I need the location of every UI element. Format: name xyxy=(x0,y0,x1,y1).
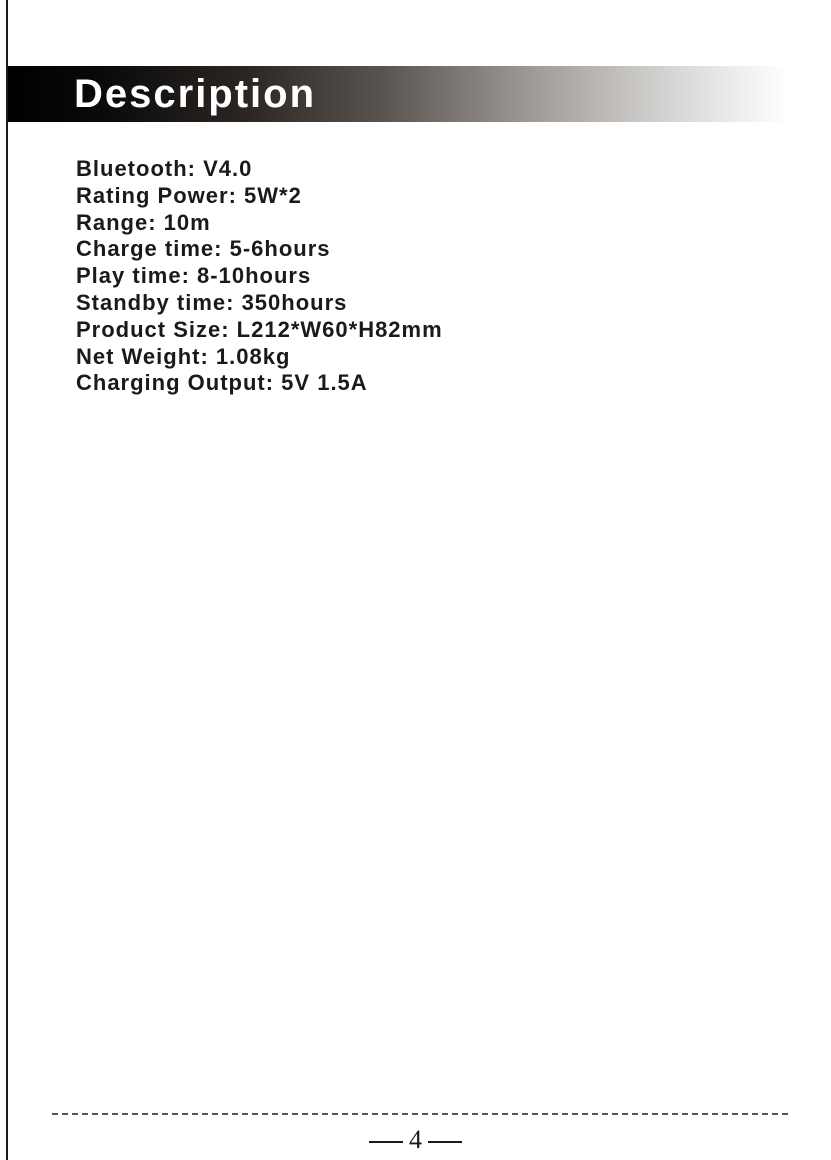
page-number: 4 xyxy=(363,1125,468,1154)
page-left-border xyxy=(6,0,8,1160)
spec-charging-output: Charging Output: 5V 1.5A xyxy=(76,370,368,396)
spec-standby-time: Standby time: 350hours xyxy=(76,289,348,315)
section-title: Description xyxy=(74,72,317,116)
spec-list xyxy=(76,156,443,397)
section-header-band xyxy=(8,66,788,122)
spec-charge-time: Charge time: 5-6hours xyxy=(76,236,331,262)
spec-net-weight: Net Weight: 1.08kg xyxy=(76,343,291,369)
spec-range: Range: 10m xyxy=(76,209,211,235)
page-footer xyxy=(0,1124,831,1156)
footer-dashed-divider xyxy=(52,1113,788,1115)
spec-rating-power: Rating Power: 5W*2 xyxy=(76,182,302,208)
spec-product-size: Product Size: L212*W60*H82mm xyxy=(76,316,443,342)
spec-bluetooth: Bluetooth: V4.0 xyxy=(76,156,253,181)
spec-play-time: Play time: 8-10hours xyxy=(76,263,312,289)
